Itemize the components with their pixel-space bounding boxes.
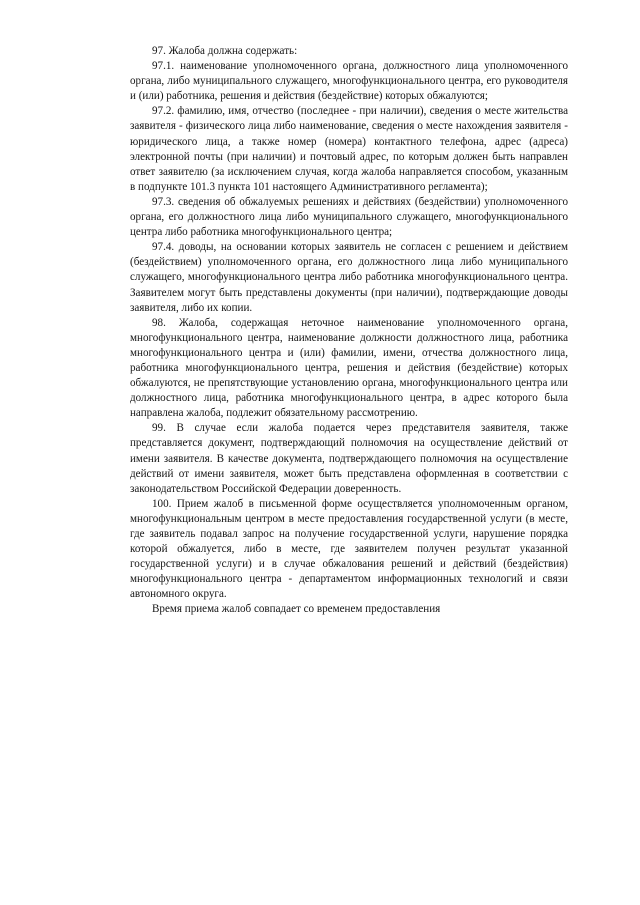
paragraph-97-4: 97.4. доводы, на основании которых заявитель не согласен с решением и действием (бездействием) уполномоченного органа, его должностного лица либо муниципального служащего, многофункционального центра либо работника многофункционального центра. Заявителем могут быть представлены документы (при наличии), подтверждающие доводы заявителя, либо их копии. <box>130 241 568 314</box>
paragraph-97-1: 97.1. наименование уполномоченного органа, должностного лица уполномоченного органа, либо муниципального служащего, многофункционального центра, его руководителя и (или) работника, решения и действия (бездействие) которых обжалуются; <box>130 60 568 103</box>
paragraph-97-2: 97.2. фамилию, имя, отчество (последнее - при наличии), сведения о месте жительства заявителя - физического лица либо наименование, сведения о месте нахождения заявителя - юридического лица, а также номер (номера) контактного телефона, адрес (адреса) электронной почты (при наличии) и почтовый адрес, по которым должен быть направлен ответ заявителю (за исключением случая, когда жалоба направляется способом, указанным в подпункте 101.3 пункта 101 настоящего Административного регламента); <box>130 105 568 193</box>
paragraph-98: 98. Жалоба, содержащая неточное наименование уполномоченного органа, многофункционального центра, наименование должности должностного лица, работника многофункционального центра и (или) фамилии, имени, отчества должностного лица, работника многофункционального центра, решения и действия (бездействие) которых обжалуются, не препятствующие установлению органа, многофункционального центра или должностного лица, работника многофункционального центра, в адрес которого была направлена жалоба, подлежит обязательному рассмотрению. <box>130 316 568 420</box>
paragraph-97: 97. Жалоба должна содержать: <box>152 45 298 57</box>
paragraph-reception-time: Время приема жалоб совпадает со временем предоставления <box>152 603 441 616</box>
paragraph-97-3: 97.3. сведения об обжалуемых решениях и действиях (бездействии) уполномоченного органа, его должностного лица либо муниципального служащего, многофункционального центра либо работника многофункционального центра; <box>130 195 568 239</box>
paragraph-100: 100. Прием жалоб в письменной форме осуществляется уполномоченным органом, многофункциональным центром в месте предоставления государственной услуги (в месте, где заявитель подавал запрос на получение государственной услуги, нарушение порядка которой обжалуется, либо в месте, где заявителем получен результат указанной государственной услуги) и в случае обжалования решений и действий (бездействия) многофункционального центра - департаментом информационных технологий и связи автономного округа. <box>130 497 568 601</box>
document-body <box>130 44 568 618</box>
paragraph-99: 99. В случае если жалоба подается через представителя заявителя, также представляется документ, подтверждающий полномочия на осуществление действий от имени заявителя. В качестве документа, подтверждающего полномочия на осуществление действий от имени заявителя, может быть представлена оформленная в соответствии с законодательством Российской Федерации доверенность. <box>130 422 568 495</box>
